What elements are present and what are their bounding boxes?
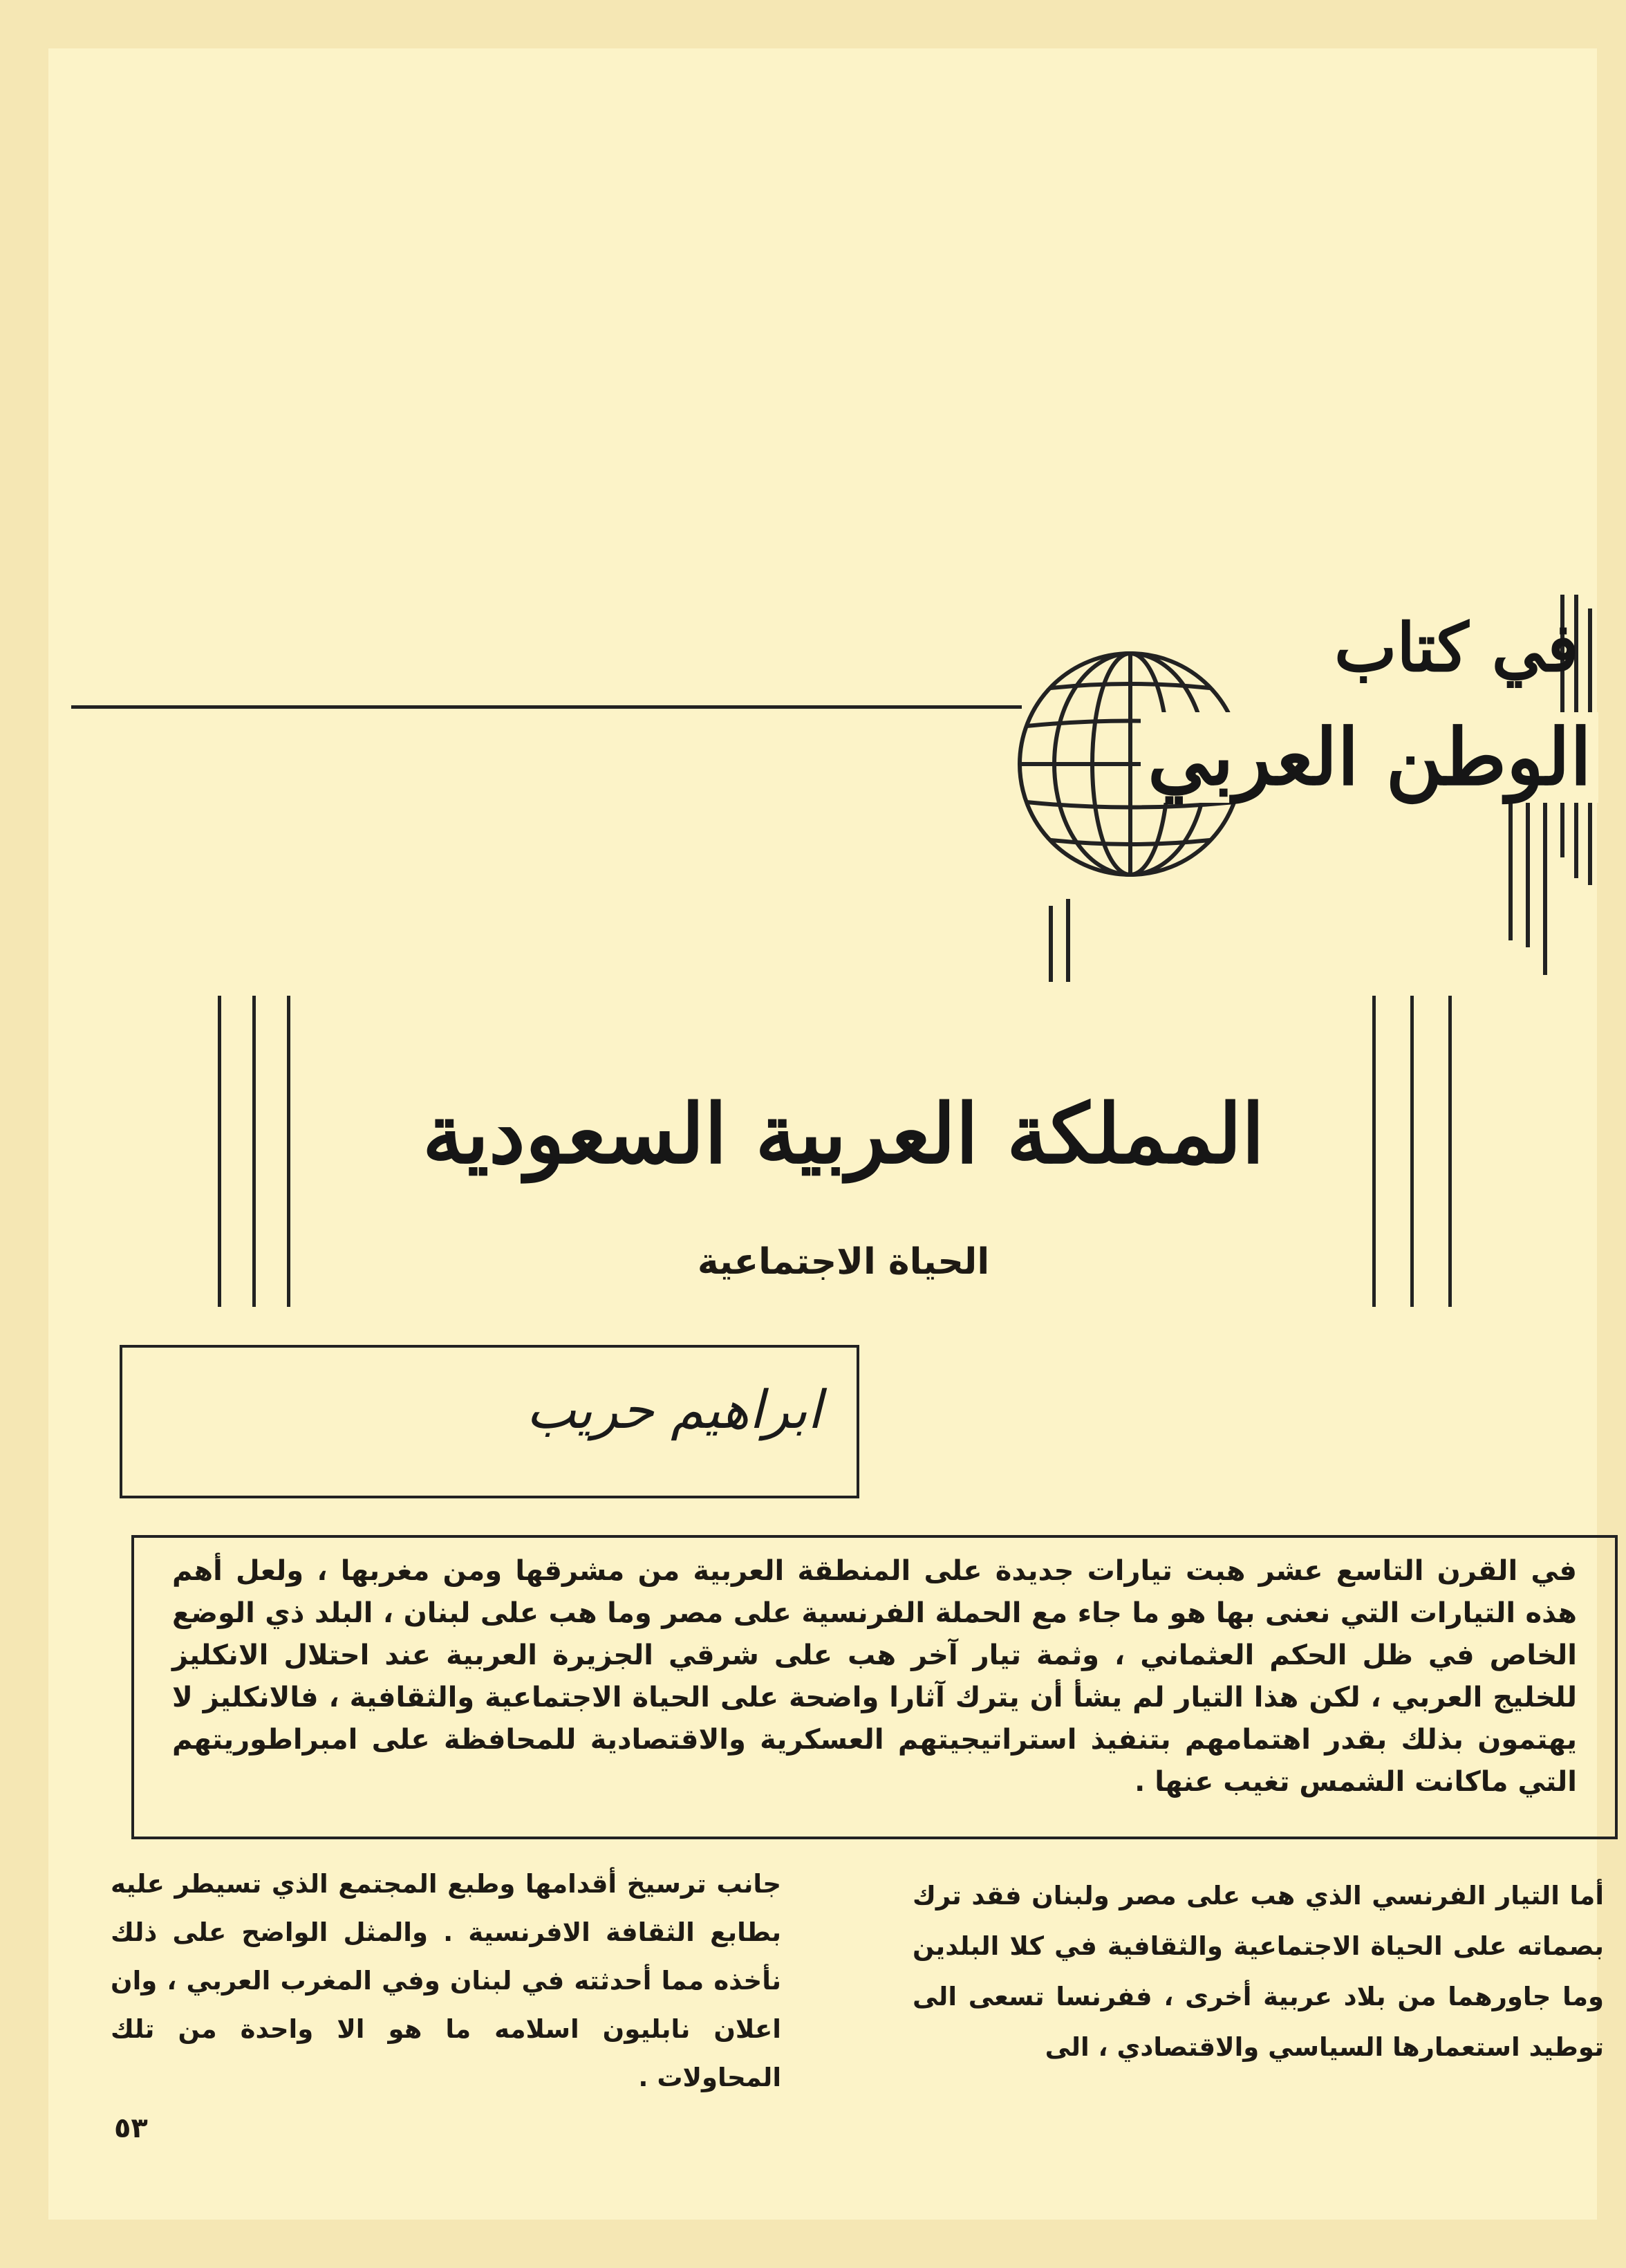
column-right-text: أما التيار الفرنسي الذي هب على مصر ولبنان فقد ترك بصماته على الحياة الاجتماعية والثقافية في كلا البلدين وما جاورهما من بلاد عربية أخرى ، ففرنسا تسعى الى توطيد استعمارها السياسي والاقتصادي ، الى (913, 1881, 1604, 2062)
article-subtitle: الحياة الاجتماعية (697, 1241, 990, 1283)
column-left-text: جانب ترسيخ أقدامها وطبع المجتمع الذي تسيطر عليه بطابع الثقافة الافرنسية . والمثل الواضح على ذلك نأخذه مما أحدثته في لبنان وفي المغرب العربي ، وان اعلان نابليون اسلامه ما هو الا واحدة من تلك المحاولات . (111, 1869, 781, 2092)
author-signature: ابراهيم حريب (526, 1379, 822, 1440)
header-rule (71, 705, 1022, 709)
magazine-page (48, 48, 1604, 2220)
title-rule-left-3 (287, 996, 290, 1307)
intro-box (131, 1535, 1618, 1839)
title-rule-left-1 (218, 996, 221, 1307)
article-title: المملكة العربية السعودية (422, 1086, 1264, 1182)
emblem-title-bottom: الوطن العربي (1141, 712, 1598, 803)
title-rule-right-3 (1448, 996, 1452, 1307)
page-number: ٥٣ (114, 2112, 148, 2144)
author-box (120, 1345, 859, 1498)
title-rule-right-2 (1410, 996, 1414, 1307)
intro-paragraph: في القرن التاسع عشر هبت تيارات جديدة على المنطقة العربية من مشرقها ومن مغربها ، ولعل أهم هذه التيارات التي نعنى بها هو ما جاء مع الحملة الفرنسية على مصر وما هب على لبنان ، البلد ذي الوضع الخاص في ظل الحكم العثماني ، وثمة تيار آخر هب على شرقي الجزيرة العربية عند احتلال الانكليز للخليج العربي ، لكن هذا التيار لم يشأ أن يترك آثارا واضحة على الحياة الاجتماعية والثقافية ، فالانكليز لا يهتمون بذلك بقدر اهتمامهم بتنفيذ استراتيجيتهم العسكرية والاقتصادية للمحافظة على امبراطوريتهم التي ماكانت الشمس تغيب عنها . (172, 1555, 1577, 1798)
emblem-title-top: في كتاب (1334, 608, 1579, 687)
column-left (111, 1860, 781, 2102)
column-right (913, 1870, 1604, 2072)
title-rule-right-1 (1372, 996, 1376, 1307)
title-rule-left-2 (252, 996, 256, 1307)
section-emblem (1002, 595, 1626, 982)
